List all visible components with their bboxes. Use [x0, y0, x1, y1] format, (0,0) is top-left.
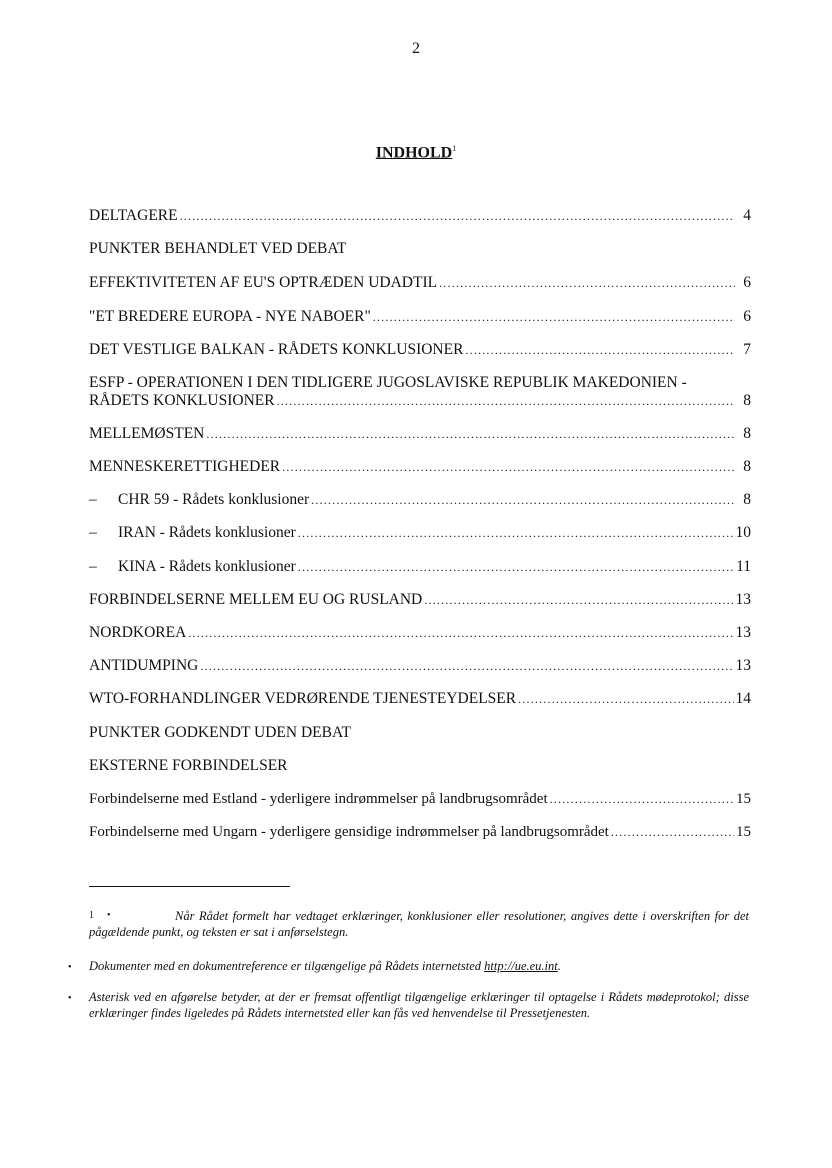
toc-label: DET VESTLIGE BALKAN - RÅDETS KONKLUSIONER — [89, 341, 464, 358]
toc-label: CHR 59 - Rådets konklusioner — [118, 491, 310, 508]
toc-label: PUNKTER BEHANDLET VED DEBAT — [89, 240, 347, 257]
bullet-icon: • — [107, 910, 111, 921]
toc-subentry[interactable] — [89, 491, 751, 509]
toc-page: 15 — [736, 791, 751, 807]
bullet-icon: • — [68, 962, 72, 973]
title-footnote-ref: 1 — [452, 144, 457, 153]
toc-entry[interactable] — [89, 624, 751, 642]
footnote-3 — [89, 989, 749, 1021]
dot-leader — [206, 425, 735, 443]
dash-bullet: – — [89, 491, 97, 508]
toc-entry[interactable] — [89, 657, 751, 675]
toc-page: 14 — [735, 690, 751, 707]
footnote-text-suffix: . — [557, 959, 561, 973]
toc-page: 10 — [735, 524, 751, 541]
dot-leader — [373, 308, 735, 326]
toc-section-heading — [89, 757, 751, 775]
footnote-separator — [89, 886, 290, 887]
toc-page: 15 — [736, 824, 751, 840]
page-number: 2 — [412, 40, 420, 57]
toc-entry[interactable] — [89, 274, 751, 292]
toc-label: EFFEKTIVITETEN AF EU'S OPTRÆDEN UDADTIL — [89, 274, 438, 291]
dot-leader — [518, 690, 733, 708]
toc-subentry[interactable] — [89, 558, 751, 576]
page-title — [0, 144, 832, 162]
dot-leader — [298, 558, 734, 576]
dot-leader — [311, 491, 735, 509]
toc-entry[interactable] — [89, 308, 751, 326]
toc-page: 6 — [743, 274, 751, 291]
dash-bullet: – — [89, 558, 97, 575]
toc-page: 8 — [743, 491, 751, 508]
footnote-2 — [89, 958, 749, 974]
dot-leader — [180, 207, 735, 225]
toc-page: 6 — [743, 308, 751, 325]
toc-page: 8 — [743, 425, 751, 442]
dash-bullet: – — [89, 524, 97, 541]
dot-leader — [188, 624, 733, 642]
toc-entry[interactable] — [89, 591, 751, 609]
toc-label: "ET BREDERE EUROPA - NYE NABOER" — [89, 308, 371, 325]
footnote-text: Når Rådet formelt har vedtaget erklæringer, konklusioner eller resolutioner, angives dette i overskriften for det pågældende punkt, og teksten er sat i anførselstegn. — [89, 909, 749, 939]
toc-label: KINA - Rådets konklusioner — [118, 558, 296, 575]
toc-entry[interactable] — [89, 458, 751, 476]
toc-section-heading — [89, 724, 751, 742]
toc-label: MELLEMØSTEN — [89, 425, 205, 442]
toc-label: FORBINDELSERNE MELLEM EU OG RUSLAND — [89, 591, 423, 608]
toc-page: 4 — [743, 207, 751, 224]
toc-page: 8 — [743, 458, 751, 475]
footnote-marker: 1 — [89, 910, 94, 921]
toc-entry[interactable] — [89, 690, 751, 708]
toc-label: DELTAGERE — [89, 207, 178, 224]
toc-label: EKSTERNE FORBINDELSER — [89, 757, 288, 774]
toc-label: NORDKOREA — [89, 624, 187, 641]
toc-page: 13 — [735, 591, 751, 608]
toc-entry[interactable] — [89, 425, 751, 443]
toc-entry-line2 — [89, 392, 751, 410]
dot-leader — [282, 458, 735, 476]
toc-label-line1: ESFP - OPERATIONEN I DEN TIDLIGERE JUGOSLAVISKE REPUBLIK MAKEDONIEN - — [89, 374, 687, 391]
dot-leader — [200, 657, 733, 675]
toc-page: 8 — [743, 392, 751, 409]
toc-label: ANTIDUMPING — [89, 657, 199, 674]
toc-section-heading — [89, 240, 751, 258]
footnote-text: Dokumenter med en dokumentreference er tilgængelige på Rådets internetsted — [89, 959, 485, 973]
dot-leader — [465, 341, 735, 359]
toc-label: IRAN - Rådets konklusioner — [118, 524, 296, 541]
toc-page: 7 — [743, 341, 751, 358]
title-text: INDHOLD — [375, 144, 453, 162]
dot-leader — [611, 823, 734, 841]
toc-entry[interactable] — [89, 341, 751, 359]
dot-leader — [550, 790, 734, 808]
toc-label: PUNKTER GODKENDT UDEN DEBAT — [89, 724, 351, 741]
toc-page: 13 — [735, 624, 751, 641]
bullet-icon: • — [68, 993, 72, 1004]
website-link[interactable]: http://ue.eu.int — [484, 959, 558, 973]
toc-subentry[interactable] — [89, 524, 751, 542]
footnote-1 — [89, 908, 749, 940]
toc-entry[interactable] — [89, 207, 751, 225]
toc-label: RÅDETS KONKLUSIONER — [89, 392, 275, 409]
dot-leader — [277, 392, 735, 410]
toc-page: 11 — [736, 558, 751, 575]
dot-leader — [298, 524, 734, 542]
toc-entry[interactable] — [89, 790, 751, 808]
toc-entry[interactable] — [89, 374, 751, 410]
toc-entry[interactable] — [89, 823, 751, 841]
dot-leader — [439, 274, 735, 292]
toc-label: WTO-FORHANDLINGER VEDRØRENDE TJENESTEYDELSER — [89, 690, 517, 707]
toc-label: Forbindelserne med Ungarn - yderligere gensidige indrømmelser på landbrugsområdet — [89, 824, 609, 840]
toc-label: MENNESKERETTIGHEDER — [89, 458, 281, 475]
toc-label: Forbindelserne med Estland - yderligere indrømmelser på landbrugsområdet — [89, 791, 548, 807]
footnote-text: Asterisk ved en afgørelse betyder, at der er fremsat offentligt tilgængelige erklæringer til optagelse i Rådets mødeprotokol; disse erklæringer findes ligeledes på Rådets internetsted eller kan fås ved henvendelse til Pressetjenesten. — [89, 990, 749, 1020]
dot-leader — [424, 591, 733, 609]
toc-page: 13 — [735, 657, 751, 674]
